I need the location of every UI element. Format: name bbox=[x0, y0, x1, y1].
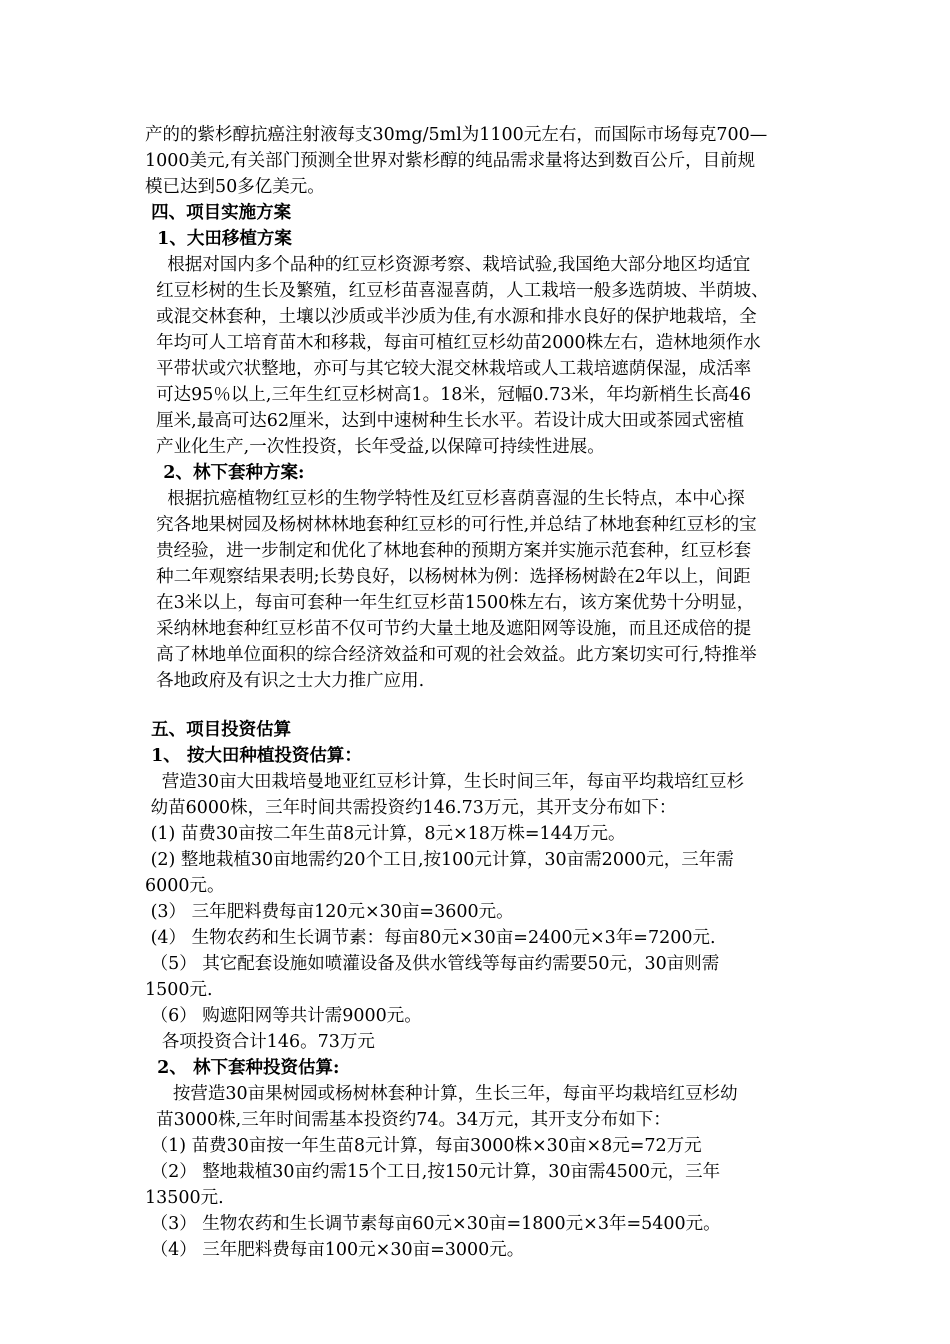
body-line: 模已达到50多亿美元。 bbox=[145, 177, 325, 197]
list-item: （6） 购遮阳网等共计需9000元。 bbox=[145, 1006, 422, 1026]
subsection-heading: 2、林下套种方案: bbox=[145, 463, 305, 483]
list-item: (4） 生物农药和生长调节素：每亩80元×30亩=2400元×3年=7200元. bbox=[145, 928, 716, 948]
list-item: (1) 苗费30亩按二年生苗8元计算，8元×18万株=144万元。 bbox=[145, 824, 626, 844]
body-line: 采纳林地套种红豆杉苗不仅可节约大量土地及遮阳网等设施，而且还成倍的提 bbox=[145, 619, 752, 639]
body-line: 红豆杉树的生长及繁殖，红豆杉苗喜湿喜荫，人工栽培一般多选荫坡、半荫坡、 bbox=[145, 281, 769, 301]
list-item: （1) 苗费30亩按一年生苗8元计算，每亩3000株×30亩×8元=72万元 bbox=[145, 1136, 702, 1156]
list-item: （4） 三年肥料费每亩100元×30亩=3000元。 bbox=[145, 1240, 525, 1260]
body-line: 1500元. bbox=[145, 980, 213, 1000]
body-line: 各项投资合计146。73万元 bbox=[145, 1032, 375, 1052]
body-line: 1000美元,有关部门预测全世界对紫杉醇的纯品需求量将达到数百公斤，目前规 bbox=[145, 151, 756, 171]
body-line: 按营造30亩果树园或杨树林套种计算，生长三年，每亩平均栽培红豆杉幼 bbox=[145, 1084, 738, 1104]
list-item: （3） 生物农药和生长调节素每亩60元×30亩=1800元×3年=5400元。 bbox=[145, 1214, 721, 1234]
body-line: 种二年观察结果表明;长势良好，以杨树林为例：选择杨树龄在2年以上，间距 bbox=[145, 567, 751, 587]
list-item: (3） 三年肥料费每亩120元×30亩=3600元。 bbox=[145, 902, 514, 922]
body-line: 年均可人工培育苗木和移栽，每亩可植红豆杉幼苗2000株左右，造林地须作水 bbox=[145, 333, 761, 353]
body-line: 产的的紫杉醇抗癌注射液每支30mg/5ml为1100元左右，而国际市场每克700— bbox=[145, 125, 768, 145]
subsection-heading: 1、 按大田种植投资估算： bbox=[145, 746, 362, 766]
section-heading: 五、项目投资估算 bbox=[145, 720, 292, 740]
body-line: 各地政府及有识之士大力推广应用. bbox=[145, 671, 425, 691]
body-line: 贵经验，进一步制定和优化了林地套种的预期方案并实施示范套种，红豆杉套 bbox=[145, 541, 752, 561]
body-line: 6000元。 bbox=[145, 876, 225, 896]
section-heading: 四、项目实施方案 bbox=[145, 203, 292, 223]
body-line: 产业化生产,一次性投资，长年受益,以保障可持续性进展。 bbox=[145, 437, 605, 457]
body-line: 在3米以上，每亩可套种一年生红豆杉苗1500株左右，该方案优势十分明显， bbox=[145, 593, 755, 613]
body-line: 根据对国内多个品种的红豆杉资源考察、栽培试验,我国绝大部分地区均适宜 bbox=[145, 255, 751, 275]
body-line: 平带状或穴状整地，亦可与其它较大混交林栽培或人工栽培遮荫保湿，成活率 bbox=[145, 359, 752, 379]
body-line: 营造30亩大田栽培曼地亚红豆杉计算，生长时间三年，每亩平均栽培红豆杉 bbox=[145, 772, 744, 792]
body-line: 幼苗6000株，三年时间共需投资约146.73万元，其开支分布如下： bbox=[145, 798, 677, 818]
body-line: 厘米,最高可达62厘米，达到中速树种生长水平。若设计成大田或茶园式密植 bbox=[145, 411, 744, 431]
list-item: (2) 整地栽植30亩地需约20个工日,按100元计算，30亩需2000元，三年需 bbox=[145, 850, 734, 870]
body-line: 高了林地单位面积的综合经济效益和可观的社会效益。此方案切实可行,特推举 bbox=[145, 645, 757, 665]
subsection-heading: 1、大田移植方案 bbox=[145, 229, 292, 249]
body-line: 可达95％以上,三年生红豆杉树高1。18米，冠幅0.73米，年均新梢生长高46 bbox=[145, 385, 752, 405]
body-line: 13500元. bbox=[145, 1188, 224, 1208]
body-line: 苗3000株,三年时间需基本投资约74。34万元，其开支分布如下： bbox=[145, 1110, 671, 1130]
list-item: （5） 其它配套设施如喷灌设备及供水管线等每亩约需要50元，30亩则需 bbox=[145, 954, 720, 974]
list-item: （2） 整地栽植30亩约需15个工日,按150元计算，30亩需4500元，三年 bbox=[145, 1162, 721, 1182]
subsection-heading: 2、 林下套种投资估算: bbox=[145, 1058, 340, 1078]
body-line: 究各地果树园及杨树林林地套种红豆杉的可行性,并总结了林地套种红豆杉的宝 bbox=[145, 515, 757, 535]
body-line: 或混交林套种，土壤以沙质或半沙质为佳,有水源和排水良好的保护地栽培，全 bbox=[145, 307, 757, 327]
body-line: 根据抗癌植物红豆杉的生物学特性及红豆杉喜荫喜湿的生长特点，本中心探 bbox=[145, 489, 745, 509]
